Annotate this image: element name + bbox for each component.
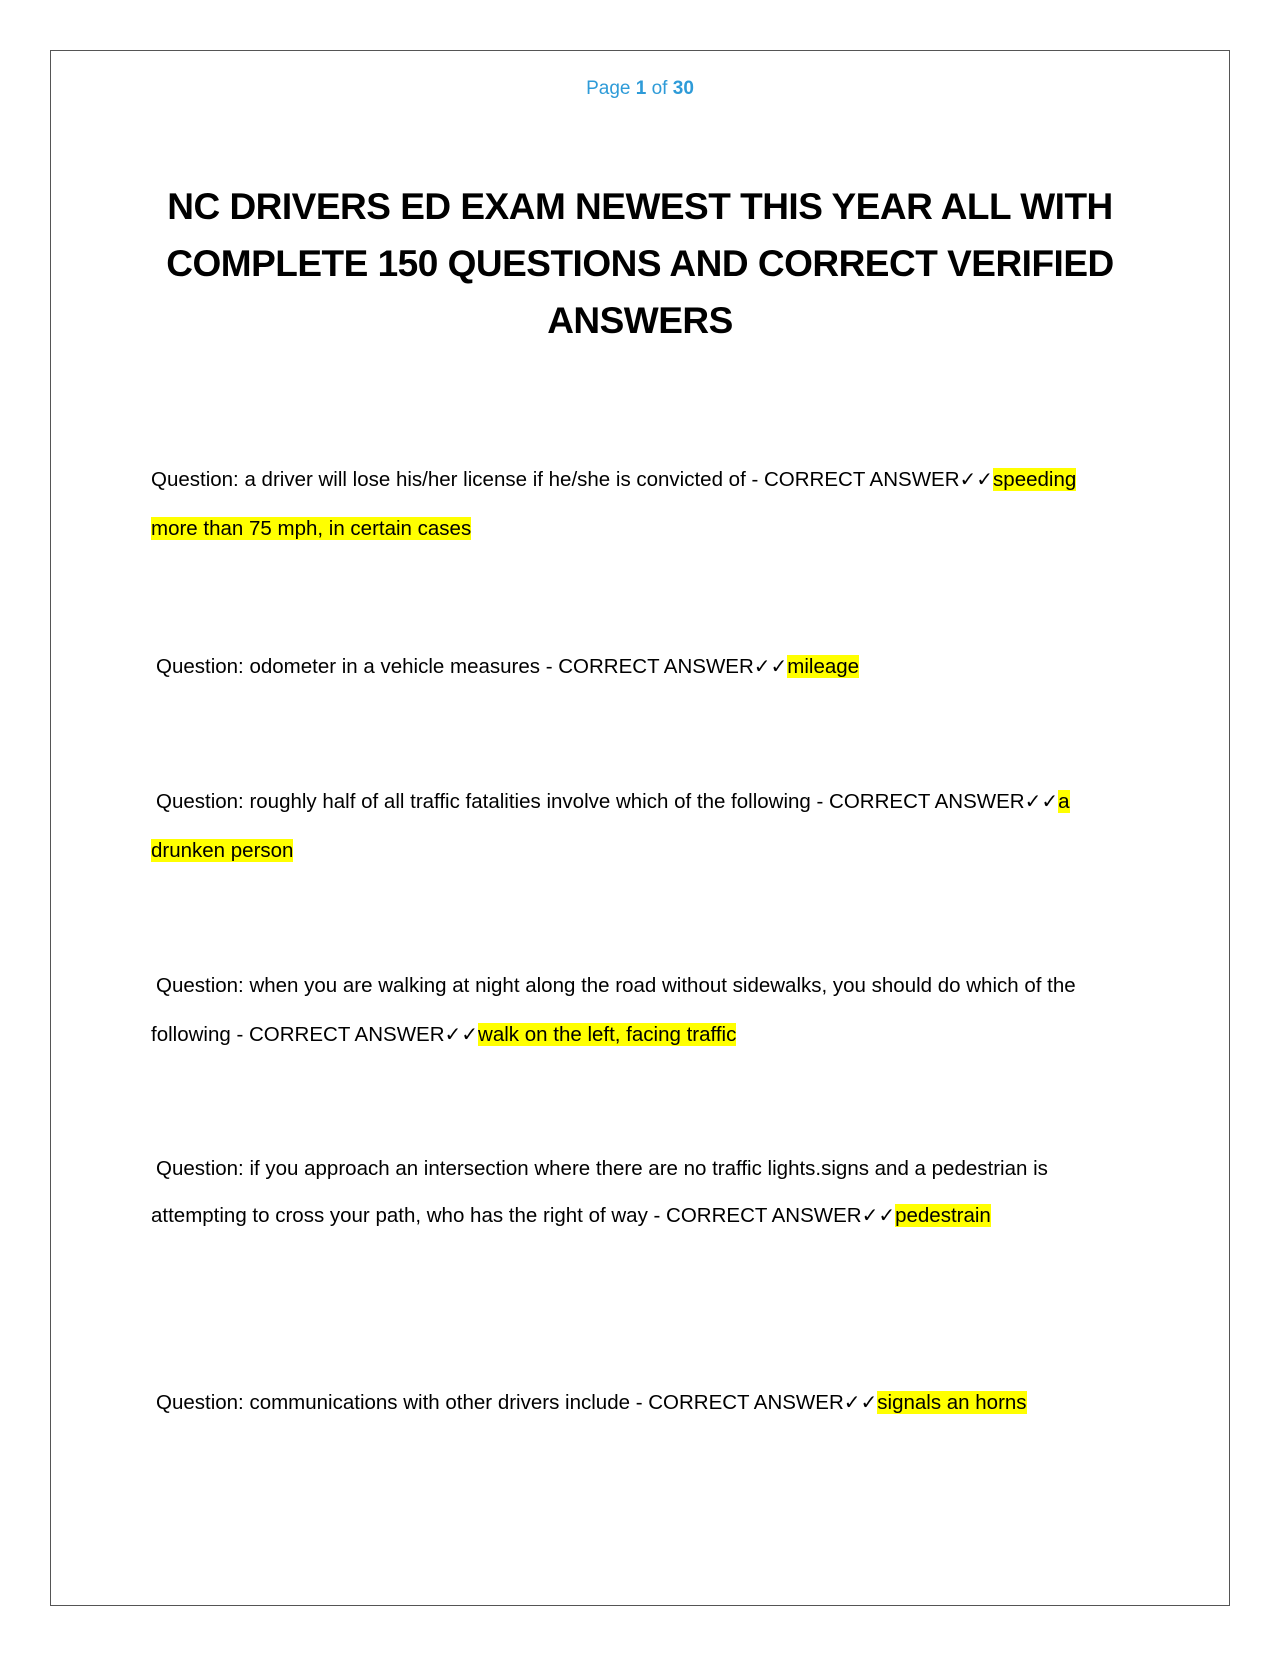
question-item: Question: odometer in a vehicle measures - CORRECT ANSWER✓✓mileage [156, 654, 860, 678]
checkmark-icon: ✓✓ [843, 1390, 878, 1414]
checkmark-icon: ✓✓ [1024, 789, 1059, 813]
current-page: 1 [635, 78, 647, 99]
question-item: Question: roughly half of all traffic fatalities involve which of the following - CORRECT ANSWER✓✓a drunken person [151, 789, 1070, 862]
total-pages: 30 [672, 78, 694, 99]
checkmark-icon: ✓✓ [959, 467, 994, 491]
highlighted-answer: signals an horns [877, 1391, 1027, 1414]
highlighted-answer: speeding more than 75 mph, in certain cases [151, 468, 1077, 540]
checkmark-icon: ✓✓ [753, 654, 788, 678]
highlighted-answer: mileage [787, 655, 860, 678]
question-item: Question: a driver will lose his/her license if he/she is convicted of - CORRECT ANSWER✓✓speeding more than 75 mph, in certain cases [151, 467, 1077, 540]
highlighted-answer: walk on the left, facing traffic [478, 1023, 737, 1046]
highlighted-answer: pedestrain [895, 1204, 991, 1227]
question-item: Question: if you approach an intersection where there are no traffic lights.signs and a pedestrian is attempting to cross your path, who has the right of way - CORRECT ANSWER✓✓pedestrain [151, 1157, 1048, 1227]
question-item: Question: when you are walking at night along the road without sidewalks, you should do which of the following - CORRECT ANSWER✓✓walk on the left, facing traffic [151, 974, 1076, 1046]
checkmark-icon: ✓✓ [444, 1022, 479, 1046]
question-item: Question: communications with other drivers include - CORRECT ANSWER✓✓signals an horns [156, 1390, 1027, 1414]
checkmark-icon: ✓✓ [861, 1203, 896, 1227]
page-number: Page 1 of 30 [586, 78, 694, 99]
document-title: NC DRIVERS ED EXAM NEWEST THIS YEAR ALL WITH COMPLETE 150 QUESTIONS AND CORRECT VERIFIED ANSWERS [166, 186, 1114, 341]
highlighted-answer: a drunken person [151, 790, 1070, 862]
